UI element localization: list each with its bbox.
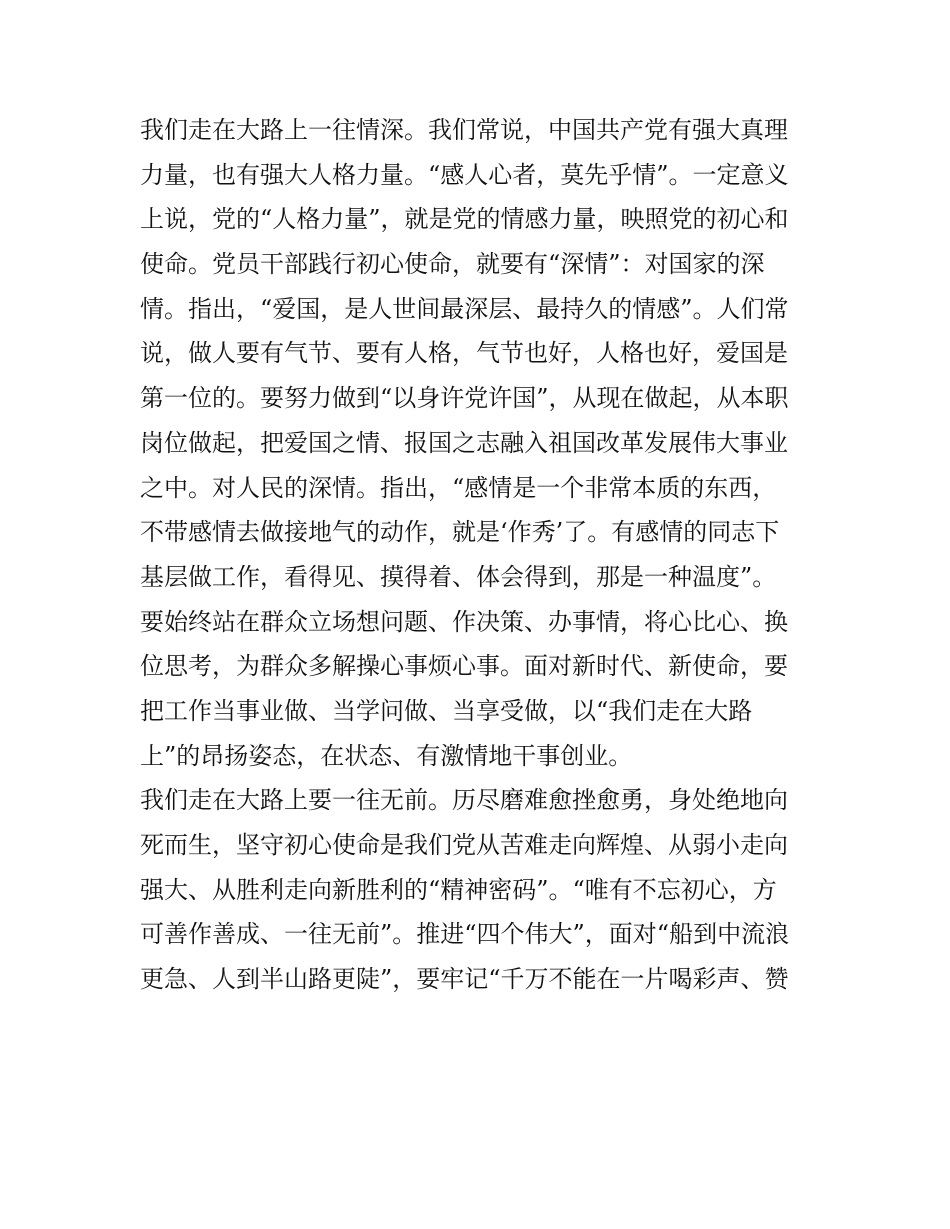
text-line: 我们走在大路上要一往无前。历尽磨难愈挫愈勇，身处绝地向 bbox=[140, 786, 788, 815]
text-line: 使命。党员干部践行初心使命，就要有“深情”：对国家的深 bbox=[140, 250, 765, 279]
text-line: 要始终站在群众立场想问题、作决策、办事情，将心比心、换 bbox=[140, 607, 788, 636]
text-line: 之中。对人民的深情。指出，“感情是一个非常本质的东西， bbox=[140, 473, 777, 502]
text-line: 情。指出，“爱国，是人世间最深层、最持久的情感”。人们常 bbox=[140, 294, 789, 323]
text-line: 岗位做起，把爱国之情、报国之志融入祖国改革发展伟大事业 bbox=[140, 428, 788, 457]
text-line: 更急、人到半山路更陡”，要牢记“千万不能在一片喝彩声、赞 bbox=[140, 965, 789, 994]
text-line: 不带感情去做接地气的动作，就是‘作秀’了。有感情的同志下 bbox=[140, 518, 780, 547]
text-line: 把工作当事业做、当学问做、当享受做，以“我们走在大路 bbox=[140, 696, 753, 725]
text-line: 死而生，坚守初心使命是我们党从苦难走向辉煌、从弱小走向 bbox=[140, 831, 788, 859]
text-line: 第一位的。要努力做到“以身许党许国”，从现在做起，从本职 bbox=[140, 384, 789, 413]
text-line: 基层做工作，看得见、摸得着、体会得到，那是一种温度”。 bbox=[140, 562, 777, 591]
text-line: 上”的昂扬姿态，在状态、有激情地干事创业。 bbox=[140, 741, 633, 770]
text-line: 强大、从胜利走向新胜利的“精神密码”。“唯有不忘初心，方 bbox=[140, 875, 777, 904]
text-line: 力量，也有强大人格力量。“感人心者，莫先乎情”。一定意义 bbox=[140, 160, 789, 189]
text-line: 说，做人要有气节、要有人格，气节也好，人格也好，爱国是 bbox=[140, 339, 788, 368]
text-line: 可善作善成、一往无前”。推进“四个伟大”，面对“船到中流浪 bbox=[140, 920, 790, 949]
body-text bbox=[140, 108, 820, 1002]
text-line: 位思考，为群众多解操心事烦心事。面对新时代、新使命，要 bbox=[140, 652, 788, 681]
text-line: 我们走在大路上一往情深。我们常说，中国共产党有强大真理 bbox=[140, 116, 788, 144]
text-line: 上说，党的“人格力量”，就是党的情感力量，映照党的初心和 bbox=[140, 205, 789, 234]
